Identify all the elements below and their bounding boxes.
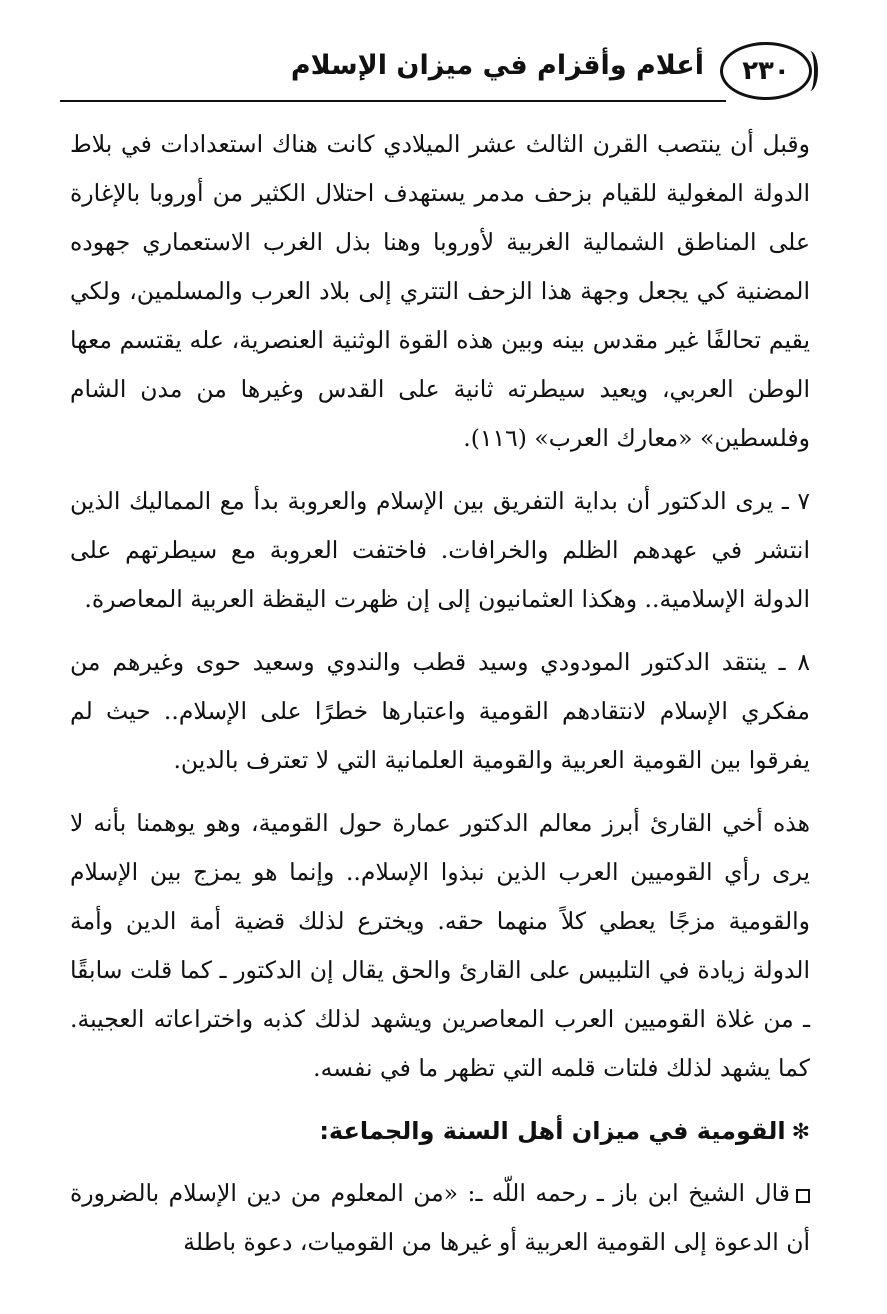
quote-paragraph	[70, 1169, 810, 1267]
page-body	[70, 120, 810, 1281]
running-title: أعلام وأقزام في ميزان الإسلام	[290, 50, 704, 81]
paragraph-2: ٧ ـ يرى الدكتور أن بداية التفريق بين الإسلام والعروبة بدأ مع المماليك الذين انتشر في عهدهم الظلم والخرافات. فاختفت العروبة مع سيطرتهم على الدولة الإسلامية.. وهكذا العثمانيون إلى إن ظهرت اليقظة العربية المعاصرة.	[70, 487, 810, 613]
paragraph-1: وقبل أن ينتصب القرن الثالث عشر الميلادي كانت هناك استعدادات في بلاط الدولة المغولية للقيام بزحف مدمر يستهدف احتلال الكثير من أوروبا بالإغارة على المناطق الشمالية الغربية لأوروبا وهنا بذل الغرب الاستعماري جهوده المضنية كي يجعل وجهة هذا الزحف التتري إلى بلاد العرب والمسلمين، ولكي يقيم تحالفًا غير مقدس بينه وبين هذه القوة الوثنية العنصرية، عله يقتسم معها الوطن العربي، ويعيد سيطرته ثانية على القدس وغيرها من مدن الشام وفلسطين» «معارك العرب» (١١٦).	[70, 130, 810, 452]
section-heading	[70, 1111, 810, 1153]
box-bullet-icon	[796, 1189, 810, 1203]
paragraph-3: ٨ ـ ينتقد الدكتور المودودي وسيد قطب والندوي وسعيد حوى وغيرهم من مفكري الإسلام لانتقادهم القومية واعتبارها خطرًا على الإسلام.. حيث لم يفرقوا بين القومية العربية والقومية العلمانية التي لا تعترف بالدين.	[70, 648, 810, 774]
paragraph-4: هذه أخي القارئ أبرز معالم الدكتور عمارة حول القومية، وهو يوهمنا بأنه لا يرى رأي القوميين العرب الذين نبذوا الإسلام.. وإنما هو يمزج بين الإسلام والقومية مزجًا يعطي كلاً منهما حقه. ويخترع لذلك قضية أمة الدين وأمة الدولة زيادة في التلبيس على القارئ والحق يقال إن الدكتور ـ كما قلت سابقًا ـ من غلاة القوميين العرب المعاصرين ويشهد لذلك كذبه واختراعاته العجيبة. كما يشهد لذلك فلتات قلمه التي تظهر ما في نفسه.	[70, 809, 810, 1082]
page-number: ٢٣٠	[742, 56, 790, 86]
header-rule	[60, 100, 726, 102]
page-number-frame	[720, 42, 812, 100]
quote-text: قال الشيخ ابن باز ـ رحمه اللّه ـ: «من المعلوم من دين الإسلام بالضرورة أن الدعوة إلى القومية العربية أو غيرها من القوميات، دعوة باطلة	[70, 1179, 810, 1256]
page-header	[60, 40, 812, 106]
asterisk-icon: ✻	[791, 1120, 810, 1145]
section-heading-text: القومية في ميزان أهل السنة والجماعة:	[319, 1117, 786, 1145]
